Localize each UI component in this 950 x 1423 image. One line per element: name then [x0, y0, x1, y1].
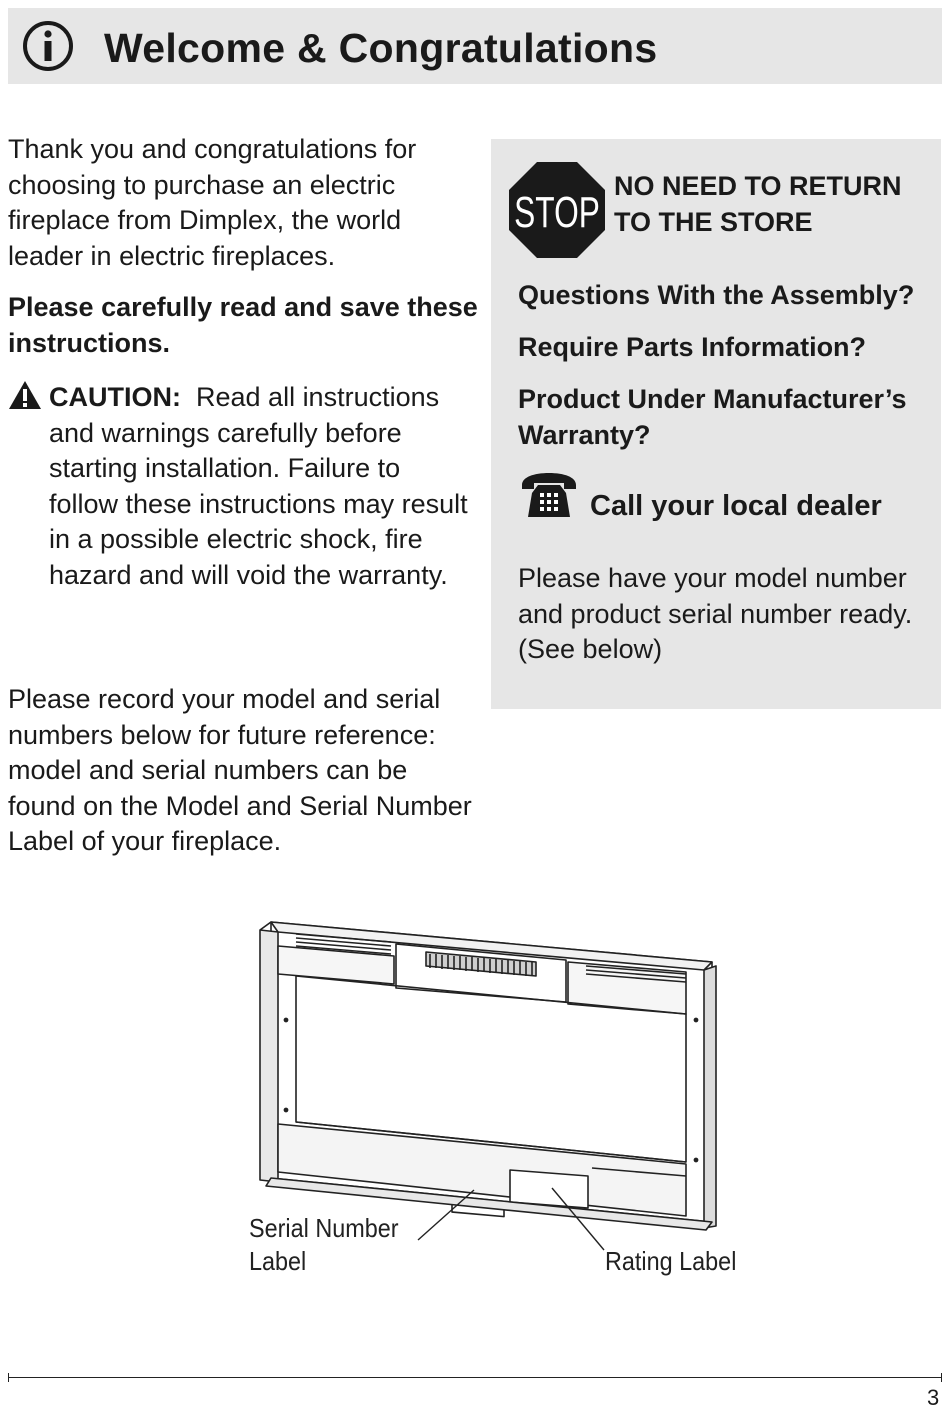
no-return-callout: [491, 139, 941, 709]
call-dealer-text: Call your local dealer: [590, 490, 882, 522]
footer-rule: [8, 1377, 942, 1378]
thanks-paragraph: Thank you and congratulations for choosing to purchase an electric fireplace from Dimplex, the world leader in electric fireplaces.: [8, 134, 417, 271]
caution-text: Read all instructions and warnings carefully before starting installation. Failure to follow these instructions may result in a possible electric shock, fire hazard and will void the warranty.: [49, 382, 468, 590]
serial-label-line1: Serial Number: [249, 1213, 399, 1243]
callout-title-line2: TO THE STORE: [614, 206, 813, 237]
page-title: Welcome & Congratulations: [104, 25, 658, 71]
question-parts: Require Parts Information?: [518, 332, 867, 362]
footer-rule-tick-left: [8, 1373, 9, 1382]
question-warranty: Product Under Manufacturer’s Warranty?: [518, 384, 907, 450]
caution-label: CAUTION:: [49, 382, 181, 412]
rating-label-callout: Rating Label: [605, 1246, 737, 1276]
callout-title: [614, 169, 934, 240]
question-assembly: Questions With the Assembly?: [518, 280, 915, 310]
read-save-paragraph: Please carefully read and save these instructions.: [8, 292, 478, 358]
callout-title-line1: NO NEED TO RETURN: [614, 171, 902, 201]
page-header: [8, 8, 942, 84]
callout-note: Please have your model number and product serial number ready. (See below): [518, 563, 913, 665]
serial-label-line2: Label: [249, 1246, 307, 1276]
warning-icon: [8, 380, 42, 410]
caution-text-block: [49, 380, 469, 594]
serial-number-label-callout: [249, 1212, 399, 1278]
info-icon: [22, 20, 74, 72]
telephone-icon: [520, 471, 578, 519]
stop-sign-icon: [508, 161, 606, 259]
record-paragraph: Please record your model and serial numbers below for future reference: model and serial numbers can be found on the Model and Serial Number Label of your fireplace.: [8, 684, 472, 857]
stop-sign-text: STOP: [514, 187, 600, 238]
footer-rule-tick-right: [941, 1373, 942, 1382]
page-number: 3: [927, 1385, 940, 1410]
